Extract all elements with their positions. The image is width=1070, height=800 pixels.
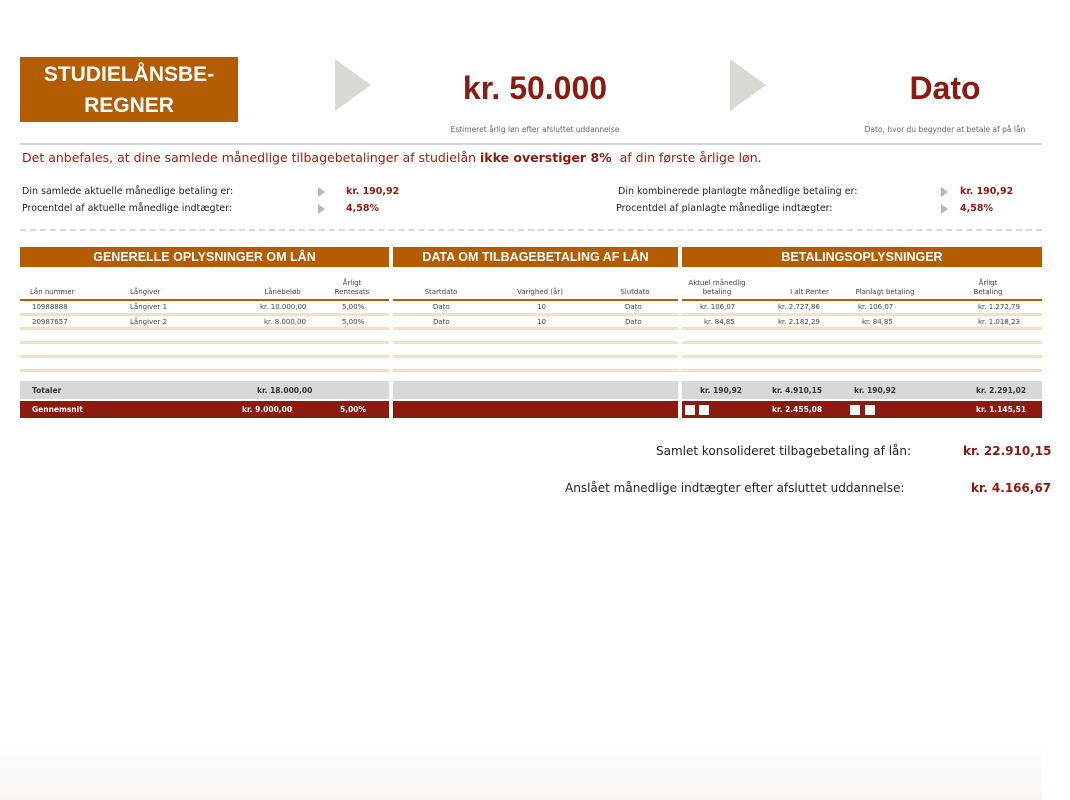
col-duration: Varighed (år) (517, 288, 563, 296)
checkbox-icon[interactable] (850, 405, 860, 415)
table-row[interactable] (393, 301, 678, 313)
income-value: kr. 4.166,67 (971, 481, 1052, 495)
checkbox-icon[interactable] (685, 405, 695, 415)
row-line (393, 327, 678, 330)
col-current-monthly: Aktuel månedlig betaling (688, 279, 746, 296)
cell-current-monthly[interactable]: kr. 84,85 (704, 318, 735, 326)
cell-end-date[interactable]: Dato (625, 318, 642, 326)
row-line (393, 313, 678, 316)
cell-planned-payment[interactable]: kr. 106,07 (858, 303, 894, 311)
cell-end-date[interactable]: Dato (625, 303, 642, 311)
salary-value[interactable]: kr. 50.000 (462, 70, 608, 106)
general-section-title: GENERELLE OPLYSNINGER OM LÅN (20, 247, 389, 267)
cell-total-interest[interactable]: kr. 2.182,29 (778, 318, 820, 326)
arrow-right-icon (318, 187, 325, 197)
row-line (20, 327, 389, 330)
date-value[interactable]: Dato (909, 70, 981, 106)
chevron-right-icon (335, 59, 371, 111)
cell-annual-rate[interactable]: 5,00% (342, 318, 365, 326)
col-total-interest: I alt Renter (790, 288, 829, 296)
cell-planned-payment[interactable]: kr. 84,85 (862, 318, 893, 326)
recommendation-bold: ikke overstiger 8% (480, 150, 612, 165)
row-line (20, 355, 389, 358)
cell-loan-amount[interactable]: kr. 10.000,00 (260, 303, 307, 311)
col-annual-rate: Årligt Rentesats (334, 279, 370, 296)
chevron-right-icon (730, 59, 766, 111)
income-label: Anslået månedlige indtægter efter afsluttet uddannelse: (565, 481, 905, 495)
row-line (682, 369, 1042, 372)
cell-loan-number[interactable]: 20987657 (32, 318, 68, 326)
planned-monthly-value: kr. 190,92 (960, 186, 1014, 197)
repayment-section-title: DATA OM TILBAGEBETALING AF LÅN (393, 247, 678, 267)
totals-label: Totaler (32, 386, 62, 395)
cell-total-interest[interactable]: kr. 2.727,86 (778, 303, 820, 311)
divider (20, 143, 1042, 145)
divider (20, 229, 1042, 231)
totals-amount: kr. 18.000,00 (257, 386, 313, 395)
cell-lender[interactable]: Långiver 1 (130, 303, 168, 311)
bottom-fade (0, 740, 1042, 800)
cell-lender[interactable]: Långiver 2 (130, 318, 168, 326)
recommendation-text (22, 150, 762, 165)
general-column-headers (20, 268, 389, 300)
cell-annual-payment[interactable]: kr. 1.272,79 (978, 303, 1020, 311)
planned-pct-label: Procentdel af planlagte månedlige indtægter: (616, 203, 833, 214)
recommendation-suffix: af din første årlige løn. (619, 150, 762, 165)
checkbox-icon[interactable] (699, 405, 709, 415)
cell-duration[interactable]: 10 (537, 318, 546, 326)
average-row (393, 401, 678, 418)
average-row (682, 401, 1042, 418)
current-monthly-value: kr. 190,92 (346, 186, 400, 197)
arrow-right-icon (941, 204, 948, 214)
row-line (393, 369, 678, 372)
totals-planned-payment: kr. 190,92 (854, 386, 897, 395)
table-row[interactable] (20, 301, 389, 313)
app-title (20, 57, 238, 122)
average-annual-payment: kr. 1.145,51 (976, 405, 1027, 414)
totals-annual-payment: kr. 2.291,02 (976, 386, 1027, 395)
col-end-date: Slutdato (620, 288, 650, 296)
cell-duration[interactable]: 10 (537, 303, 546, 311)
average-rate: 5,00% (340, 405, 367, 414)
cell-loan-number[interactable]: 10988888 (32, 303, 68, 311)
cell-annual-rate[interactable]: 5,00% (342, 303, 365, 311)
planned-pct-value: 4,58% (960, 203, 993, 214)
cell-start-date[interactable]: Dato (433, 318, 450, 326)
col-planned-payment: Planlagt betaling (855, 288, 915, 296)
totals-row (20, 381, 389, 399)
average-label: Gennemsnit (32, 405, 83, 414)
totals-current-monthly: kr. 190,92 (700, 386, 743, 395)
totals-row (393, 381, 678, 399)
cell-current-monthly[interactable]: kr. 106,07 (700, 303, 736, 311)
payment-column-headers (682, 268, 1042, 300)
repayment-column-headers (393, 268, 678, 300)
row-line (682, 327, 1042, 330)
col-lender: Långiver (130, 288, 161, 296)
totals-total-interest: kr. 4.910,15 (772, 386, 823, 395)
current-pct-label: Procentdel af aktuelle månedlige indtægter: (22, 203, 233, 214)
row-line (20, 313, 389, 316)
row-line (393, 355, 678, 358)
cell-start-date[interactable]: Dato (433, 303, 450, 311)
checkbox-icon[interactable] (865, 405, 875, 415)
col-loan-amount: Lånebeløb (264, 288, 301, 296)
date-caption: Dato, hvor du begynder at betale af på lån (864, 125, 1026, 134)
col-start-date: Startdato (424, 288, 458, 296)
payment-section-title: BETALINGSOPLYSNINGER (682, 247, 1042, 267)
arrow-right-icon (318, 204, 325, 214)
row-line (393, 341, 678, 344)
consolidated-value: kr. 22.910,15 (963, 444, 1052, 458)
average-row (20, 401, 389, 418)
planned-monthly-label: Din kombinerede planlagte månedlige betaling er: (618, 186, 858, 197)
row-line (682, 313, 1042, 316)
row-line (20, 341, 389, 344)
salary-caption: Estimeret årlig løn efter afsluttet uddannelse (450, 125, 620, 134)
row-line (682, 341, 1042, 344)
col-loan-number: Lån nummer (30, 288, 75, 296)
current-monthly-label: Din samlede aktuelle månedlige betaling er: (22, 186, 234, 197)
cell-annual-payment[interactable]: kr. 1.018,23 (978, 318, 1020, 326)
cell-loan-amount[interactable]: kr. 8.000,00 (264, 318, 306, 326)
app-title-text: STUDIELÅNSBE-REGNER (43, 62, 215, 117)
table-row[interactable] (682, 301, 1042, 313)
col-annual-payment: Årligt Betaling (973, 279, 1003, 296)
average-amount: kr. 9.000,00 (242, 405, 293, 414)
totals-row (682, 381, 1042, 399)
current-pct-value: 4,58% (346, 203, 379, 214)
average-total-interest: kr. 2.455,08 (772, 405, 823, 414)
row-line (682, 355, 1042, 358)
row-line (20, 369, 389, 372)
recommendation-prefix: Det anbefales, at dine samlede månedlige tilbagebetalinger af studielån (22, 150, 481, 165)
arrow-right-icon (941, 187, 948, 197)
consolidated-label: Samlet konsolideret tilbagebetaling af lån: (656, 444, 912, 458)
